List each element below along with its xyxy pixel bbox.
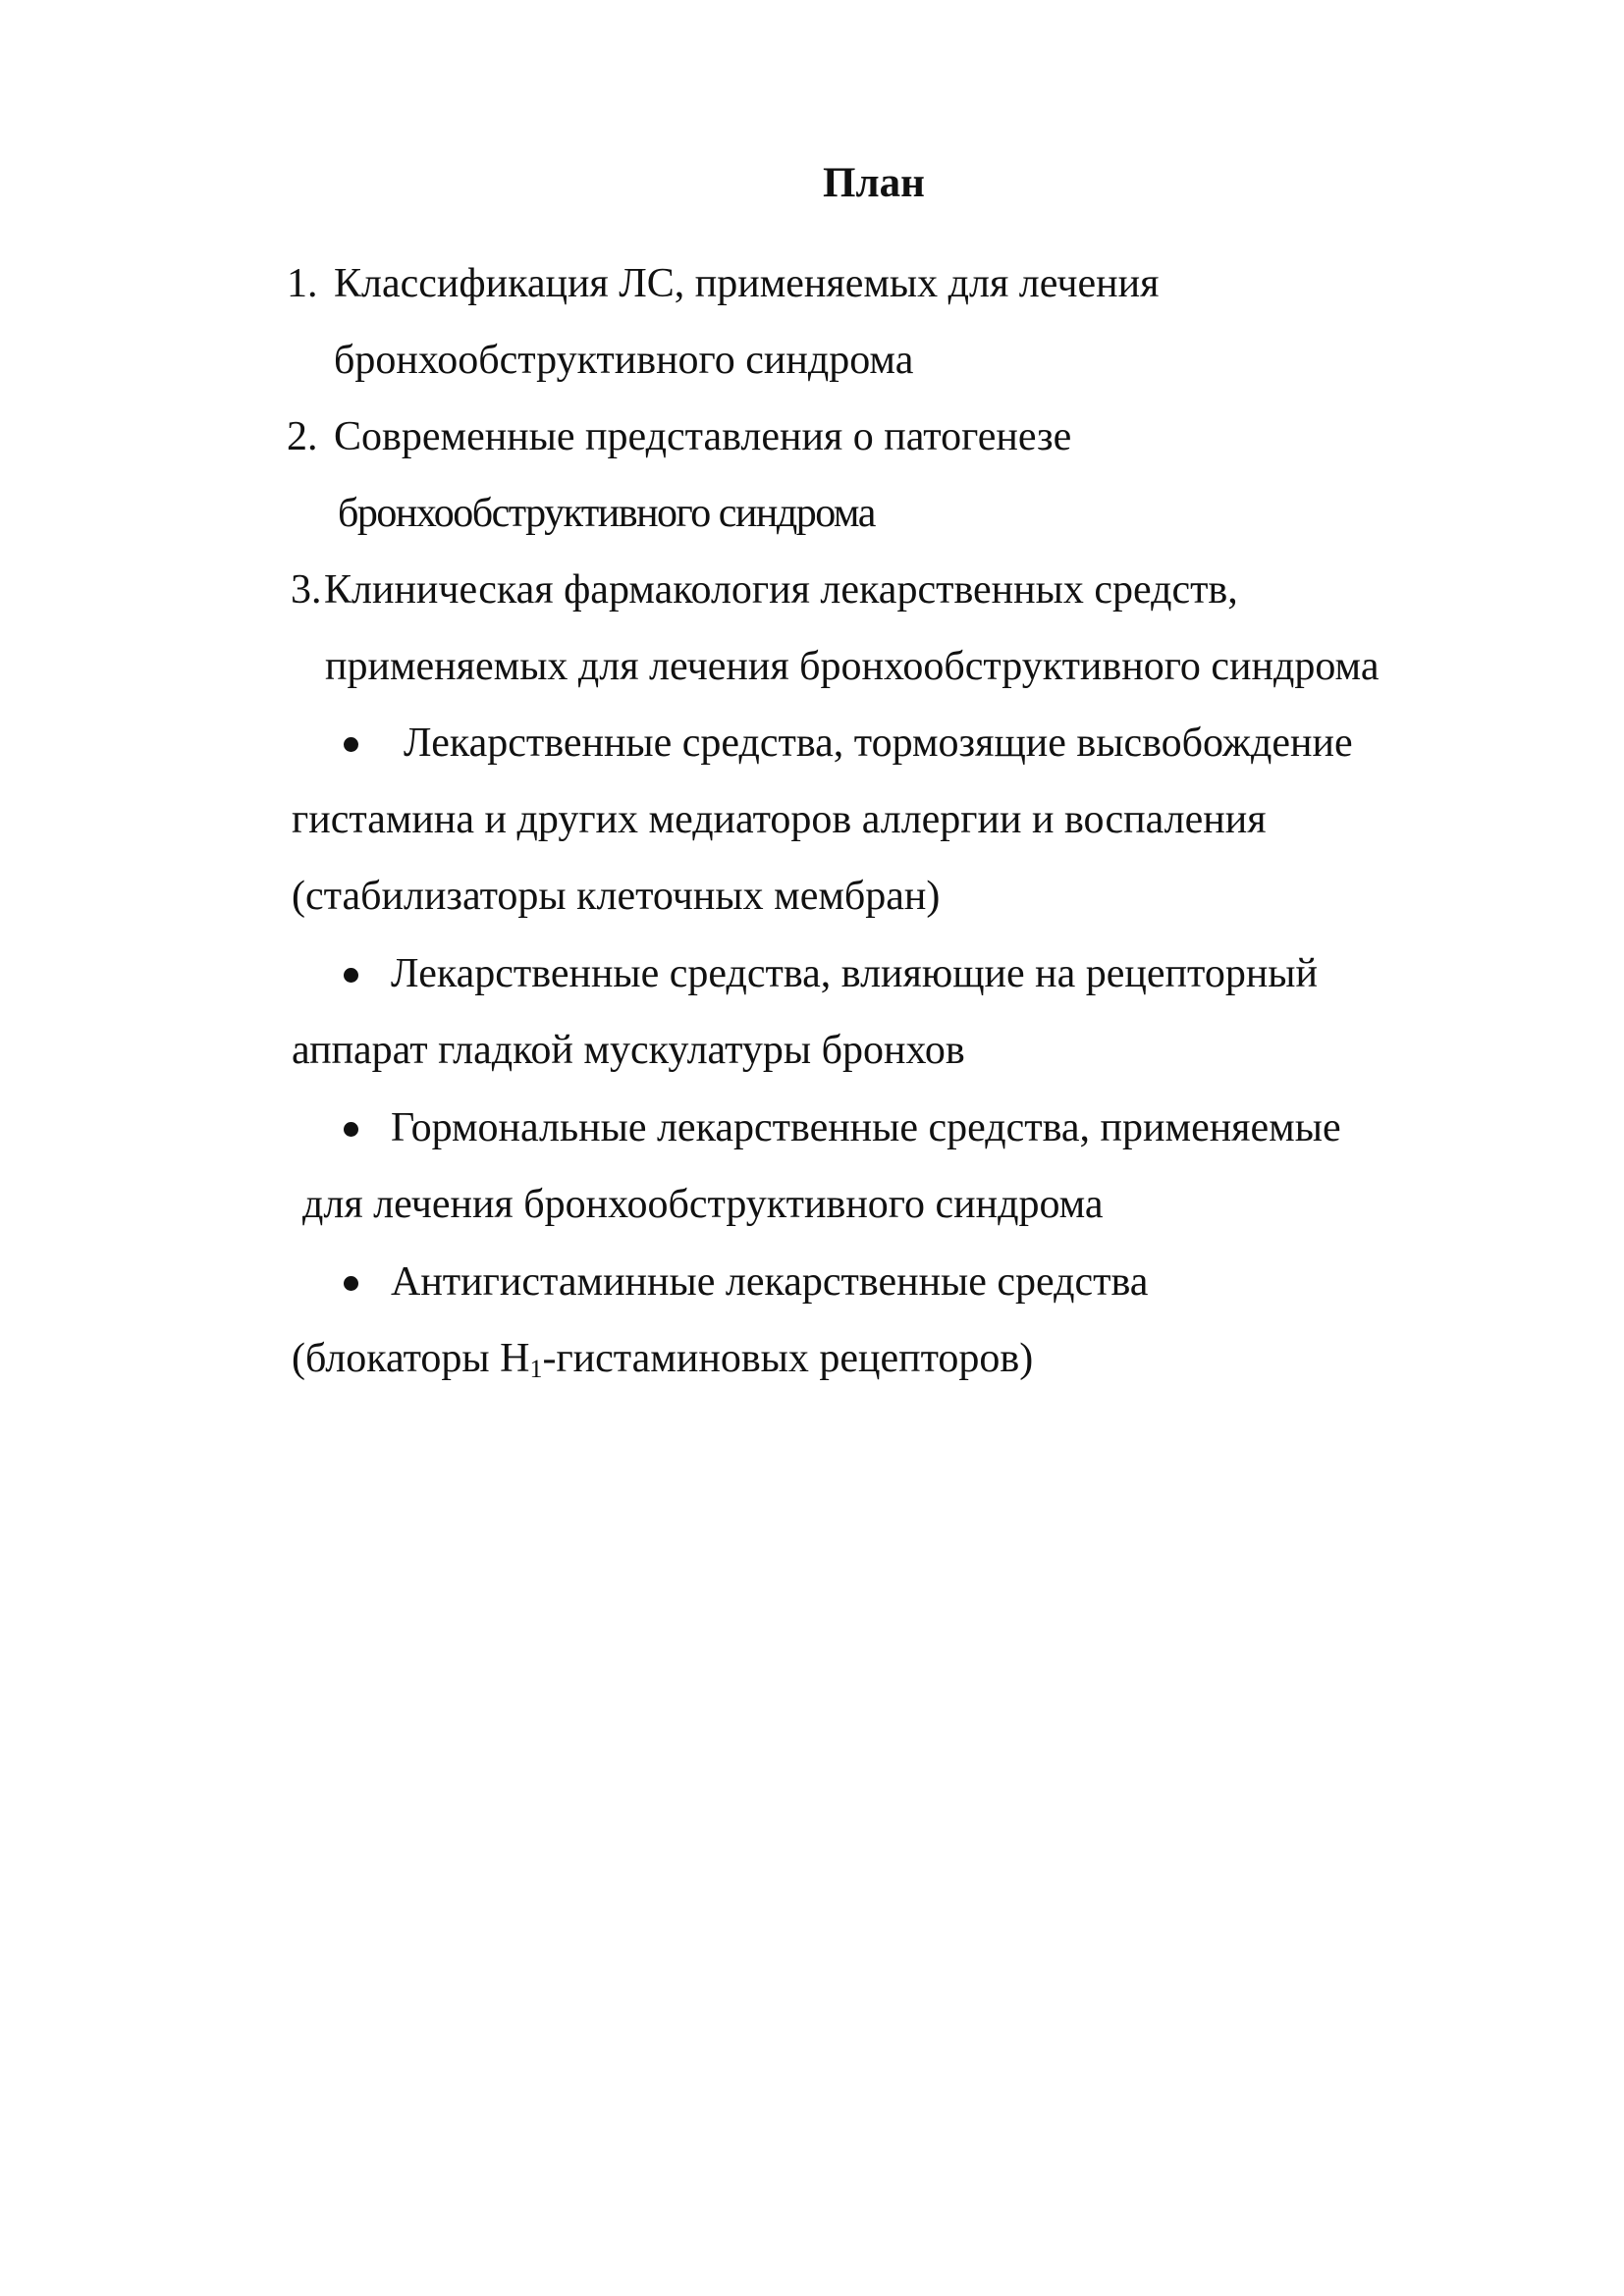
subitem-4-line-2 [292, 1336, 1034, 1383]
list-item-3-line-1: Клиническая фармакология лекарственных средств, [324, 567, 1238, 613]
subitem-2-line-2: аппарат гладкой мускулатуры бронхов [292, 1028, 965, 1073]
subitem-1-line-3: (стабилизаторы клеточных мембран) [292, 874, 941, 919]
list-item-number-2: 2. [287, 414, 318, 459]
list-item-1-line-2: бронхообструктивного синдрома [334, 338, 914, 383]
page-title: План [823, 160, 925, 206]
list-item-2-line-1: Современные представления о патогенезе [334, 414, 1072, 459]
subitem-3-line-1: Гормональные лекарственные средства, применяемые [391, 1105, 1341, 1150]
list-item-1-line-1: Классификация ЛС, применяемых для лечения [334, 261, 1160, 306]
bullet-icon [344, 737, 358, 752]
subitem-4-text-before: (блокаторы Н [292, 1336, 530, 1381]
subitem-4-line-1: Антигистаминные лекарственные средства [391, 1259, 1149, 1305]
list-item-number-3: 3. [291, 567, 322, 613]
subitem-3-line-2: для лечения бронхообструктивного синдрома [302, 1182, 1104, 1227]
subitem-1-line-2: гистамина и других медиаторов аллергии и воспаления [292, 797, 1267, 842]
subitem-4-text-after: -гистаминовых рецепторов) [542, 1336, 1034, 1381]
bullet-icon [344, 968, 358, 983]
subscript-index: 1 [529, 1355, 543, 1383]
list-item-2-line-2: бронхообструктивного синдрома [338, 491, 875, 536]
list-item-3-line-2: применяемых для лечения бронхообструктивного синдрома [325, 644, 1380, 689]
subitem-1-line-1: Лекарственные средства, тормозящие высвобождение [404, 721, 1353, 766]
bullet-icon [344, 1122, 358, 1137]
list-item-number-1: 1. [287, 261, 318, 306]
bullet-icon [344, 1276, 358, 1291]
subitem-2-line-1: Лекарственные средства, влияющие на рецепторный [391, 951, 1318, 996]
